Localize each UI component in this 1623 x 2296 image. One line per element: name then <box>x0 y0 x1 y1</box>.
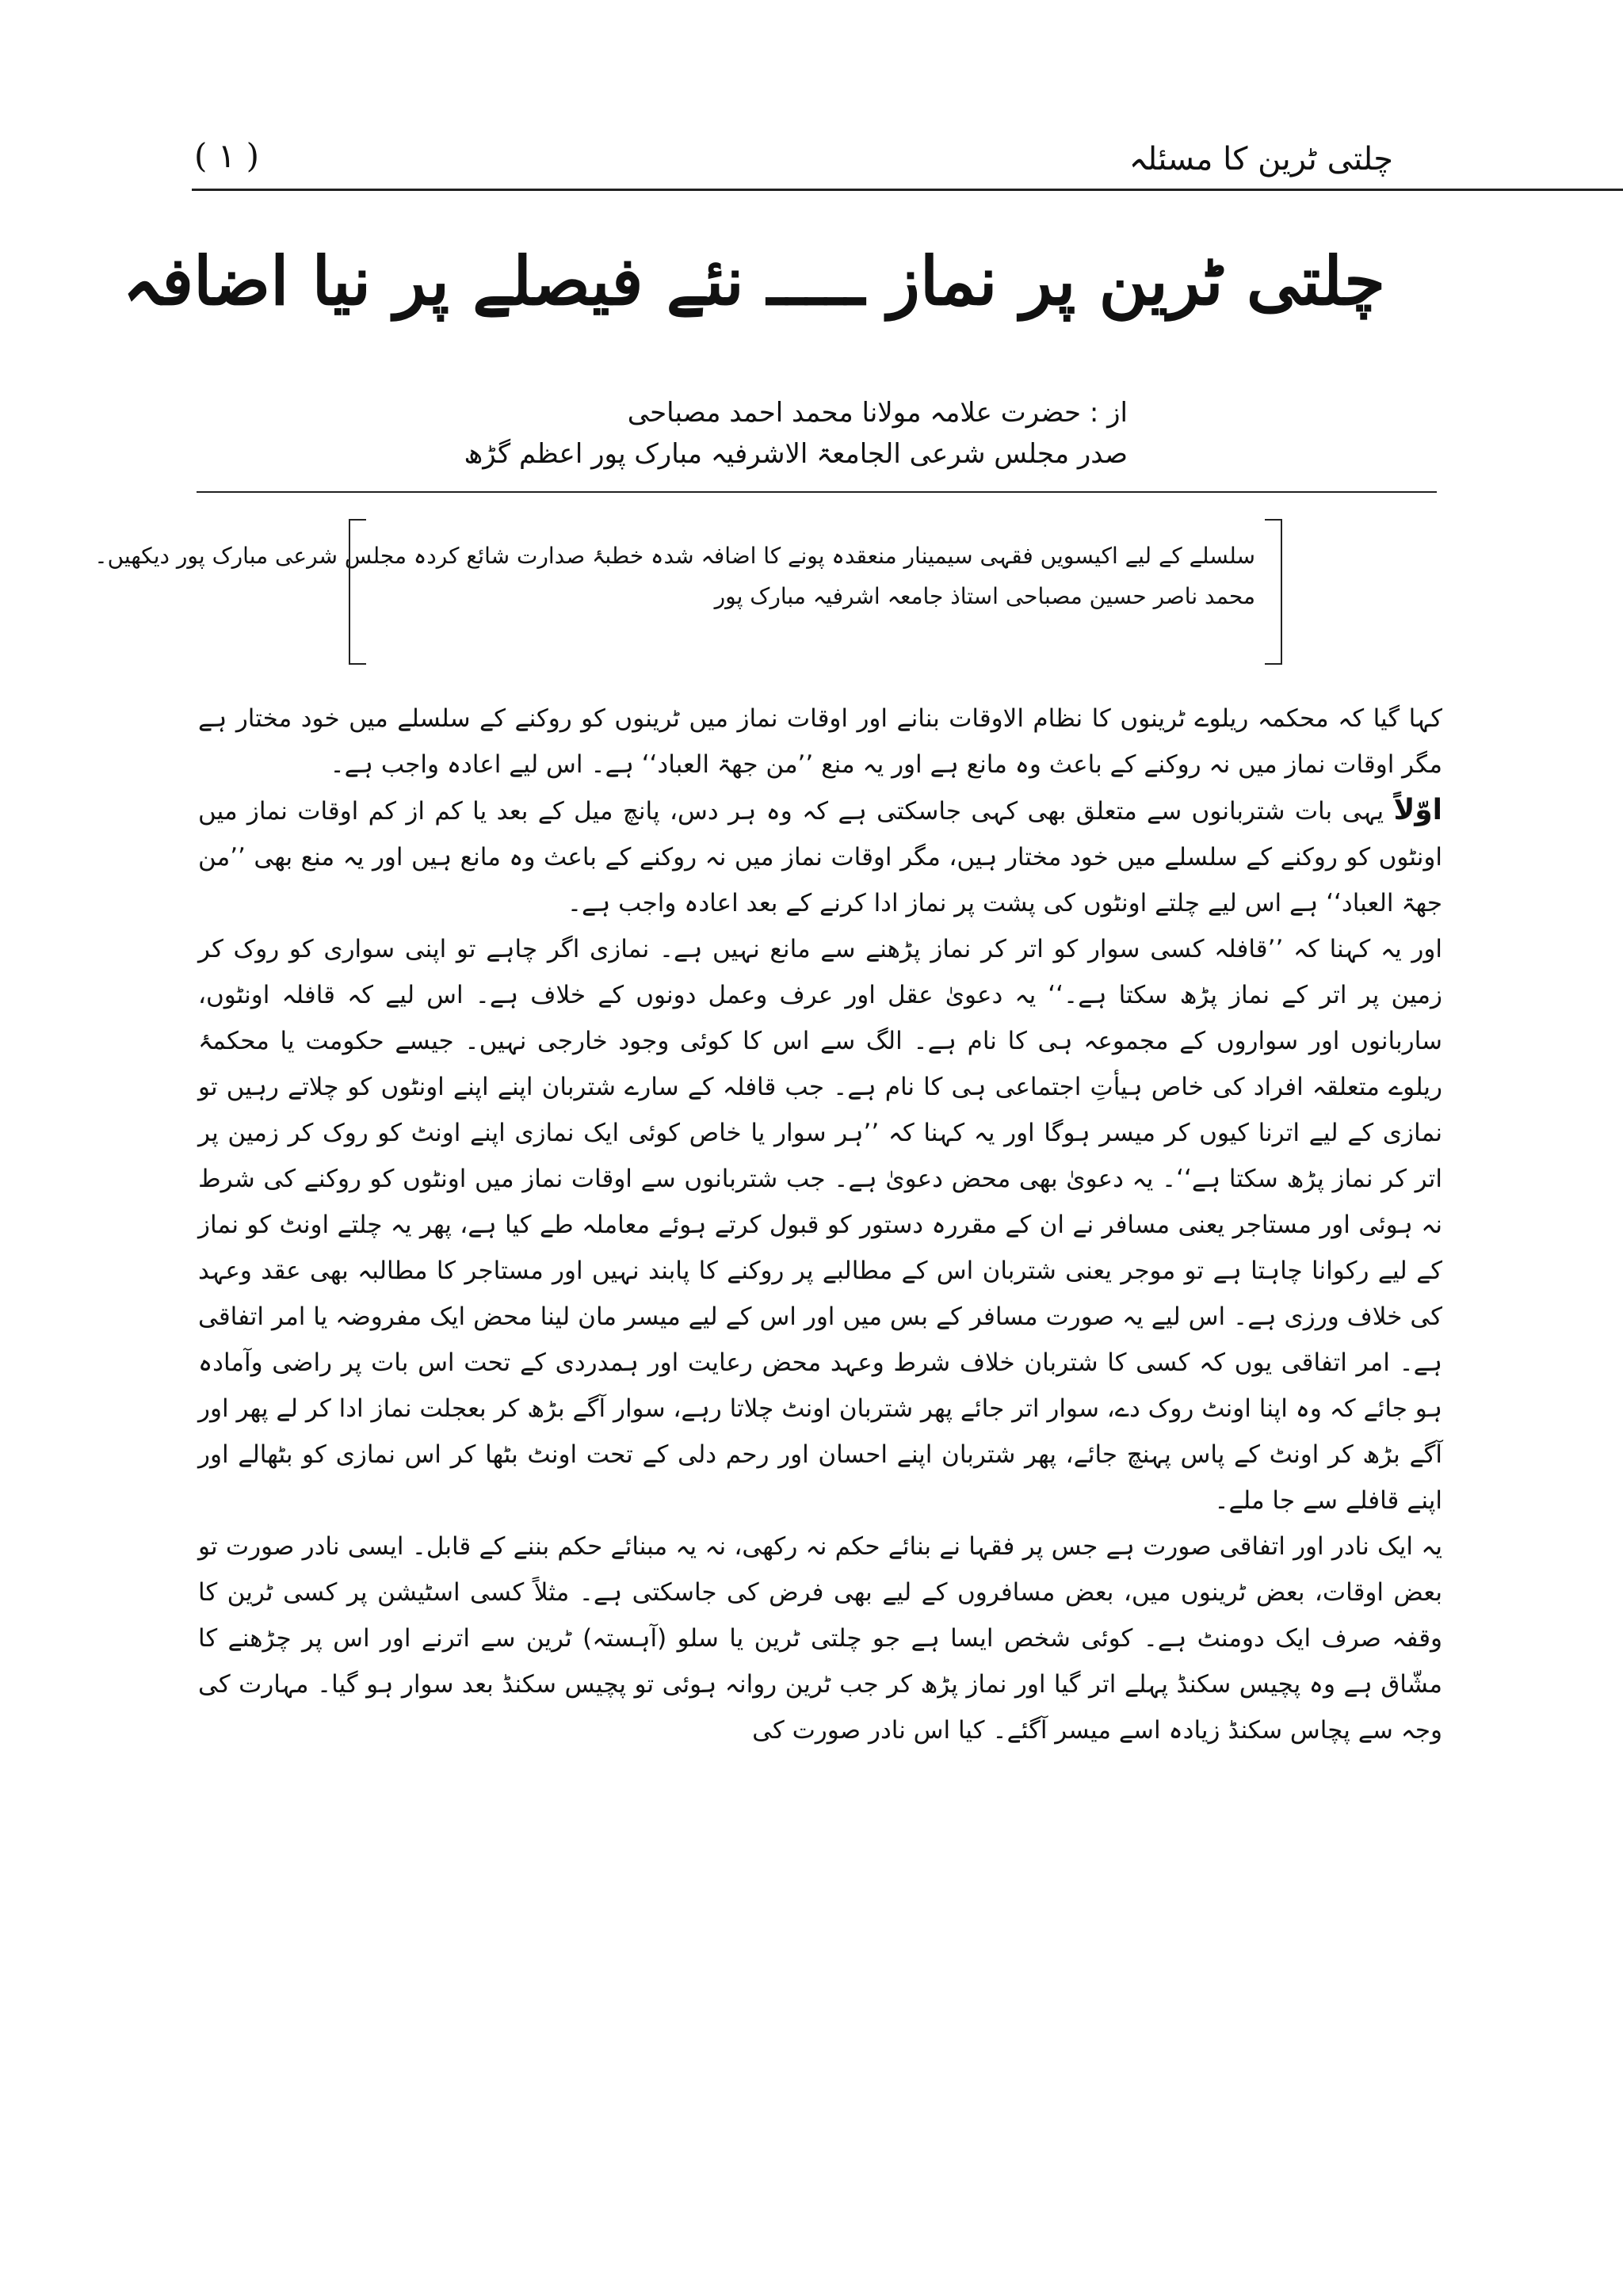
note-line-1: سلسلے کے لیے اکیسویں فقہی سیمینار منعقدہ پونے کا اضافہ شدہ خطبۂ صدارت شائع کردہ مجلس شرعی مبارک پور دیکھیں۔ <box>94 543 1255 569</box>
author-name: حضرت علامہ مولانا محمد احمد مصباحی <box>627 397 1082 429</box>
paragraph-4: یہ ایک نادر اور اتفاقی صورت ہے جس پر فقہا نے بنائے حکم نہ رکھی، نہ یہ مبنائے حکم بننے کے قابل۔ ایسی نادر صورت تو بعض اوقات، بعض ٹرینوں میں، بعض مسافروں کے لیے بھی فرض کی جاسکتی ہے۔ مثلاً کسی اسٹیشن پر کسی ٹرین کا وقفہ صرف ایک دومنٹ ہے۔ کوئی شخص ایسا ہے جو چلتی ٹرین یا سلو (آہستہ) ٹرین سے اترنے اور اس پر چڑھنے کا مشّاق ہے وہ پچیس سکنڈ پہلے اتر گیا اور نماز پڑھ کر جب ٹرین روانہ ہوئی تو پچیس سکنڈ بعد سوار ہو گیا۔ مہارت کی وجہ سے پچاس سکنڈ زیادہ اسے میسر آگئے۔ کیا اس نادر صورت کی <box>198 1532 1442 1745</box>
byline-label: از : <box>1089 397 1128 429</box>
note-bracket-right <box>1265 519 1282 665</box>
header-rule <box>192 189 1623 191</box>
paragraph-1: کہا گیا کہ محکمہ ریلوے ٹرینوں کا نظام الاوقات بنانے اور اوقات نماز میں ٹرینوں کو روکنے کے سلسلے میں خود مختار ہے مگر اوقات نماز میں نہ روکنے کے باعث وہ مانع ہے اور یہ منع ’’من جھۃ العباد‘‘ ہے۔ اس لیے اعادہ واجب ہے۔ <box>198 704 1442 779</box>
author-position: صدر مجلس شرعی الجامعۃ الاشرفیہ مبارک پور اعظم گڑھ <box>464 438 1128 470</box>
article-body <box>198 696 1442 1753</box>
paragraph-3: اور یہ کہنا کہ ’’قافلہ کسی سوار کو اتر کر نماز پڑھنے سے مانع نہیں ہے۔ نمازی اگر چاہے تو اپنی سواری کو روک کر زمین پر اتر کے نماز پڑھ سکتا ہے۔‘‘ یہ دعویٰ عقل اور عرف وعمل دونوں کے خلاف ہے۔ اس لیے کہ قافلہ اونٹوں، ساربانوں اور سواروں کے مجموعہ ہی کا نام ہے۔ الگ سے اس کا کوئی وجود خارجی نہیں۔ جیسے حکومت یا محکمۂ ریلوے متعلقہ افراد کی خاص ہیأتِ اجتماعی ہی کا نام ہے۔ جب قافلہ کے سارے شتربان اپنے اپنے اونٹوں کو چلاتے رہیں تو نمازی کے لیے اترنا کیوں کر میسر ہوگا اور یہ کہنا کہ ’’ہر سوار یا خاص کوئی ایک نمازی اپنے اونٹ کو روک کر زمین پر اتر کر نماز پڑھ سکتا ہے‘‘۔ یہ دعویٰ بھی محض دعویٰ ہے۔ جب شتربانوں سے اوقات نماز میں اونٹوں کو روکنے کی شرط نہ ہوئی اور مستاجر یعنی مسافر نے ان کے مقررہ دستور کو قبول کرتے ہوئے معاملہ طے کیا ہے، پھر یہ چلتے اونٹ کو نماز کے لیے رکوانا چاہتا ہے تو موجر یعنی شتربان اس کے مطالبے پر روکنے کا پابند نہیں اور مستاجر کا مطالبہ بھی عقد وعہد کی خلاف ورزی ہے۔ اس لیے یہ صورت مسافر کے بس میں اور اس کے لیے میسر مان لینا محض ایک مفروضہ یا امر اتفاقی ہے۔ امر اتفاقی یوں کہ کسی کا شتربان خلاف شرط وعہد محض رعایت اور ہمدردی کے تحت اس بات پر راضی وآمادہ ہو جائے کہ وہ اپنا اونٹ روک دے، سوار اتر جائے پھر شتربان اونٹ چلاتا رہے، سوار آگے بڑھ کر بعجلت نماز ادا کر لے پھر اور آگے بڑھ کر اونٹ کے پاس پہنچ جائے، پھر شتربان اپنے احسان اور رحم دلی کے تحت اونٹ بٹھا کر اس نمازی کو بٹھالے اور اپنے قافلے سے جا ملے۔ <box>198 935 1442 1515</box>
byline <box>464 396 1128 479</box>
editor-note-box <box>94 519 1282 662</box>
article-title: چلتی ٹرین پر نماز ـــــ نئے فیصلے پر نیا اضافہ <box>122 242 1385 320</box>
paragraph-2-lead: اوّلاً <box>1393 794 1442 826</box>
page-number: ( ۱ ) <box>194 136 260 175</box>
note-line-2: محمد ناصر حسین مصباحی استاذ جامعہ اشرفیہ مبارک پور <box>714 583 1255 609</box>
byline-author-row <box>464 396 1128 437</box>
byline-rule <box>197 491 1437 493</box>
running-header-title: چلتی ٹرین کا مسئلہ <box>1128 141 1393 177</box>
paragraph-2 <box>198 788 1442 926</box>
paragraph-2-text: یہی بات شتربانوں سے متعلق بھی کہی جاسکتی ہے کہ وہ ہر دس، پانچ میل کے بعد یا کم از کم اوقات نماز میں اونٹوں کو روکنے کے سلسلے میں خود مختار ہیں، مگر اوقات نماز میں نہ روکنے کے باعث وہ مانع ہیں اور یہ منع بھی ’’من جھۃ العباد‘‘ ہے اس لیے چلتے اونٹوں کی پشت پر نماز ادا کرنے کے بعد اعادہ واجب ہے۔ <box>198 797 1442 917</box>
note-bracket-left <box>349 519 366 665</box>
